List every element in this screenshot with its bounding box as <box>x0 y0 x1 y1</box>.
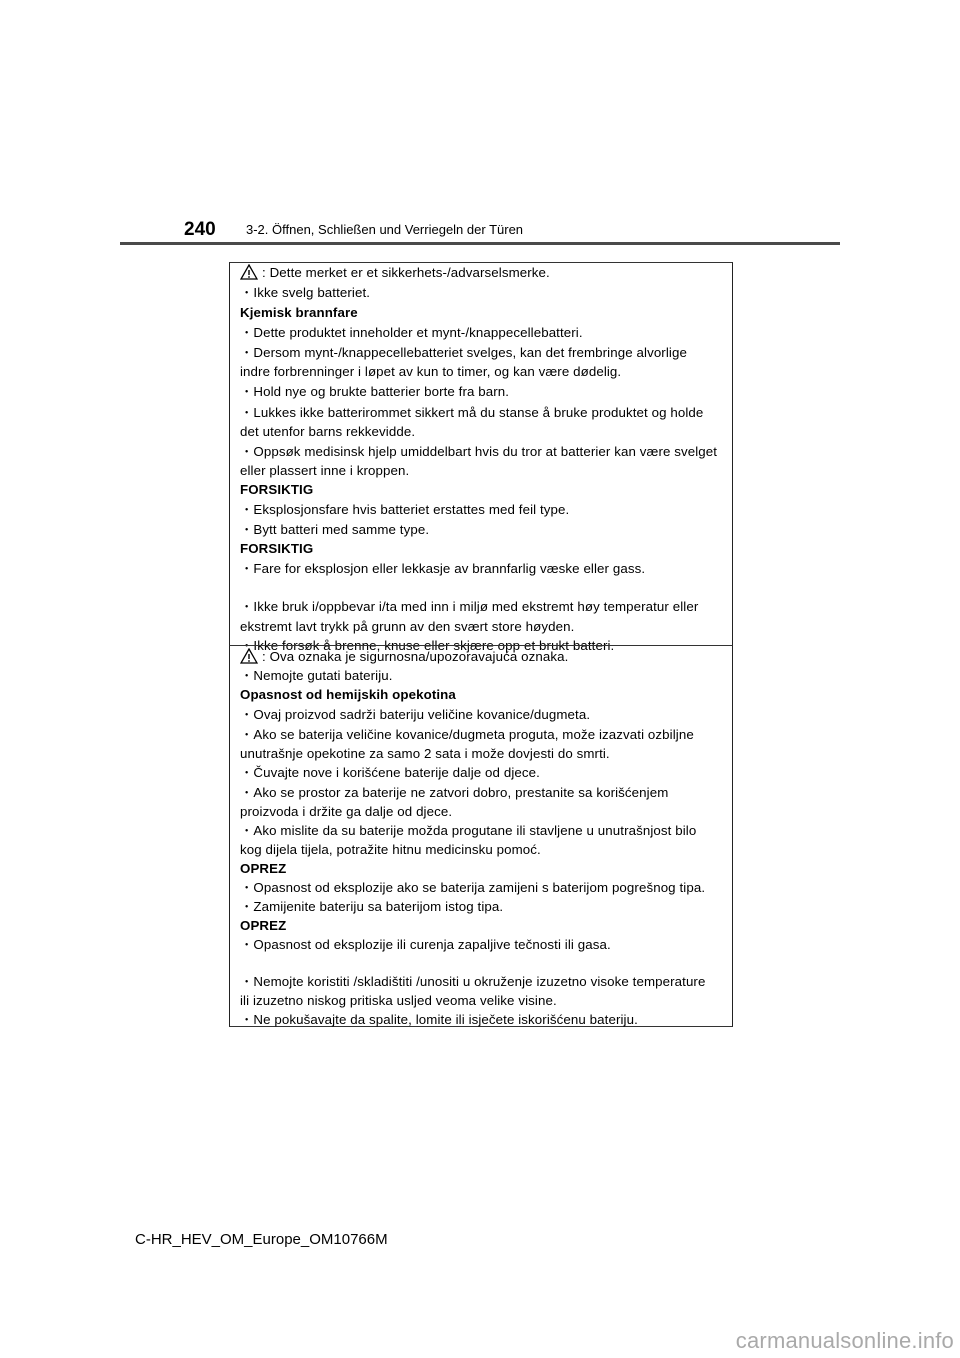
panel-line: unutrašnje opekotine za samo 2 sata i može dovjesti do smrti. <box>240 746 610 761</box>
panel-line: ・Fare for eksplosjon eller lekkasje av brannfarlig væske eller gass. <box>240 561 646 576</box>
panel-line: ・Nemojte gutati bateriju. <box>240 668 393 683</box>
panel-line: indre forbrenninger i løpet av kun to timer, og kan være dødelig. <box>240 364 622 379</box>
panel-line: ・Opasnost od eksplozije ako se baterija zamijeni s baterijom pogrešnog tipa. <box>240 880 706 895</box>
warning-panel-norwegian <box>229 262 733 653</box>
panel-line: ・Ne pokušavajte da spalite, lomite ili isječete iskorišćenu bateriju. <box>240 1012 638 1027</box>
panel-line: ・Ako se baterija veličine kovanice/dugmeta proguta, može izazvati ozbiljne <box>240 727 694 742</box>
panel-line: ・Ikke forsøk å brenne, knuse eller skjære opp et brukt batteri. <box>240 638 615 653</box>
panel-line: ・Nemojte koristiti /skladištiti /unositi u okruženje izuzetno visoke temperature <box>240 974 706 989</box>
panel-heading: Kjemisk brannfare <box>240 305 358 320</box>
panel-line: ・Dersom mynt-/knappecellebatteriet svelges, kan det frembringe alvorlige <box>240 345 687 360</box>
panel-line: ・Bytt batteri med samme type. <box>240 522 430 537</box>
panel-line: ・Ikke svelg batteriet. <box>240 285 371 300</box>
panel-heading: FORSIKTIG <box>240 541 314 556</box>
panel-heading: OPREZ <box>240 861 287 876</box>
panel-heading: FORSIKTIG <box>240 482 314 497</box>
panel-line: ・Opasnost od eksplozije ili curenja zapaljive tečnosti ili gasa. <box>240 937 611 952</box>
warning-triangle-icon <box>240 648 258 664</box>
panel-line: ・Eksplosjonsfare hvis batteriet erstattes med feil type. <box>240 502 570 517</box>
panel-line: ・Hold nye og brukte batterier borte fra barn. <box>240 384 510 399</box>
panel-line: ・Čuvajte nove i korišćene baterije dalje od djece. <box>240 765 540 780</box>
panel-heading: OPREZ <box>240 918 287 933</box>
panel-line: ・Ako se prostor za baterije ne zatvori dobro, prestanite sa korišćenjem <box>240 785 669 800</box>
panel-heading: Opasnost od hemijskih opekotina <box>240 687 456 702</box>
footer-doc-code: C-HR_HEV_OM_Europe_OM10766M <box>135 1231 388 1248</box>
section-title: 3-2. Öffnen, Schließen und Verriegeln der Türen <box>246 222 524 237</box>
warning-triangle-icon <box>240 264 258 280</box>
panel-line: ekstremt lavt trykk på grunn av den svært store høyden. <box>240 619 575 634</box>
panel-line: ・Ikke bruk i/oppbevar i/ta med inn i miljø med ekstremt høy temperatur eller <box>240 599 699 614</box>
panel-line: : Ova oznaka je sigurnosna/upozoravajuća oznaka. <box>240 648 568 665</box>
watermark-text: carmanualsonline.info <box>735 1328 954 1353</box>
panel-line: ・Dette produktet inneholder et mynt-/knappecellebatteri. <box>240 325 583 340</box>
panel-line: ・Ovaj proizvod sadrži bateriju veličine kovanice/dugmeta. <box>240 707 591 722</box>
panel-line: ・Zamijenite bateriju sa baterijom istog tipa. <box>240 899 504 914</box>
panel-line: : Dette merket er et sikkerhets-/advarselsmerke. <box>240 264 550 281</box>
header-rule <box>120 242 840 245</box>
panel-line: proizvoda i držite ga dalje od djece. <box>240 804 453 819</box>
panel-line: ・Ako mislite da su baterije možda progutane ili stavljene u unutrašnjost bilo <box>240 823 697 838</box>
page-number: 240 <box>184 219 216 240</box>
panel-line: eller plassert inne i kroppen. <box>240 463 410 478</box>
panel-line: ili izuzetno niskog pritiska usljed veoma velike visine. <box>240 993 557 1008</box>
panel-line: det utenfor barns rekkevidde. <box>240 424 416 439</box>
panel-line: ・Lukkes ikke batterirommet sikkert må du stanse å bruke produktet og holde <box>240 405 704 420</box>
panel-line: kog dijela tijela, potražite hitnu medicinsku pomoć. <box>240 842 541 857</box>
panel-line: ・Oppsøk medisinsk hjelp umiddelbart hvis du tror at batterier kan være svelget <box>240 444 718 459</box>
warning-panel-croatian <box>229 645 733 1027</box>
